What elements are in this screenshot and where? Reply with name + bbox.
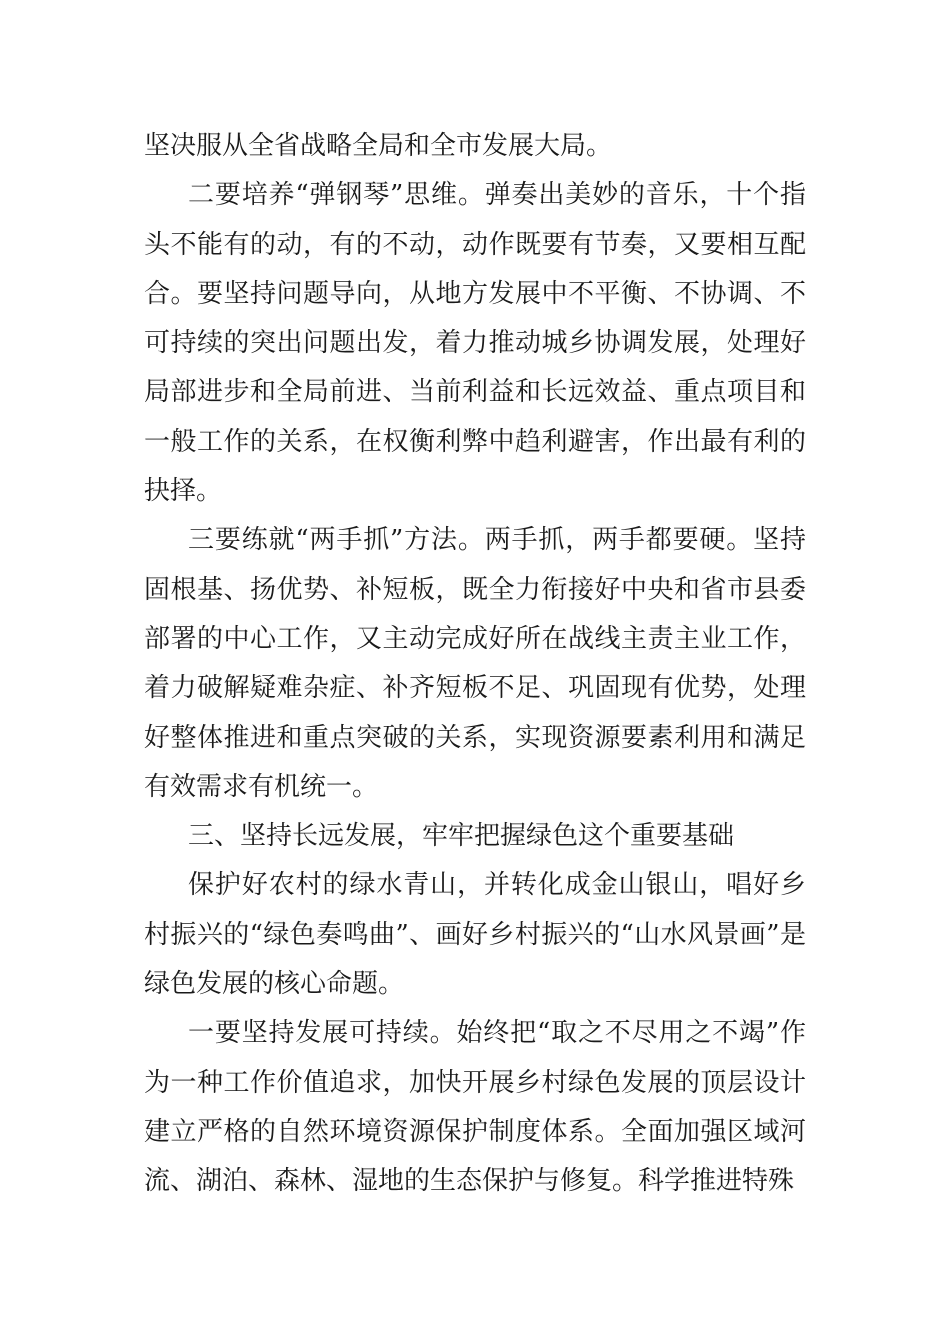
paragraph-4: 保护好农村的绿水青山，并转化成金山银山，唱好乡村振兴的“绿色奏鸣曲”、画好乡村振兴的“山水风景画”是绿色发展的核心命题。: [144, 870, 806, 1000]
section-heading: 三、坚持长远发展，牢牢把握绿色这个重要基础: [188, 821, 735, 852]
paragraph-3: 三要练就“两手抓”方法。两手抓，两手都要硬。坚持固根基、扬优势、补短板，既全力衔接好中央和省市县委部署的中心工作，又主动完成好所在战线主责主业工作，着力破解疑难杂症、补齐短板不足、巩固现有优势，处理好整体推进和重点突破的关系，实现资源要素利用和满足有效需求有机统一。: [144, 525, 806, 802]
paragraph-5: 一要坚持发展可持续。始终把“取之不尽用之不竭”作为一种工作价值追求，加快开展乡村绿色发展的顶层设计建立严格的自然环境资源保护制度体系。全面加强区域河流、湖泊、森林、湿地的生态保护与修复。科学推进特殊: [144, 1018, 806, 1197]
paragraph-2: 二要培养“弹钢琴”思维。弹奏出美妙的音乐，十个指头不能有的动，有的不动，动作既要有节奏，又要相互配合。要坚持问题导向，从地方发展中不平衡、不协调、不可持续的突出问题出发，着力推动城乡协调发展，处理好局部进步和全局前进、当前利益和长远效益、重点项目和一般工作的关系，在权衡利弊中趋利避害，作出最有利的抉择。: [144, 180, 806, 507]
document-body: [144, 122, 806, 1207]
paragraph-1: 坚决服从全省战略全局和全市发展大局。: [144, 131, 613, 161]
